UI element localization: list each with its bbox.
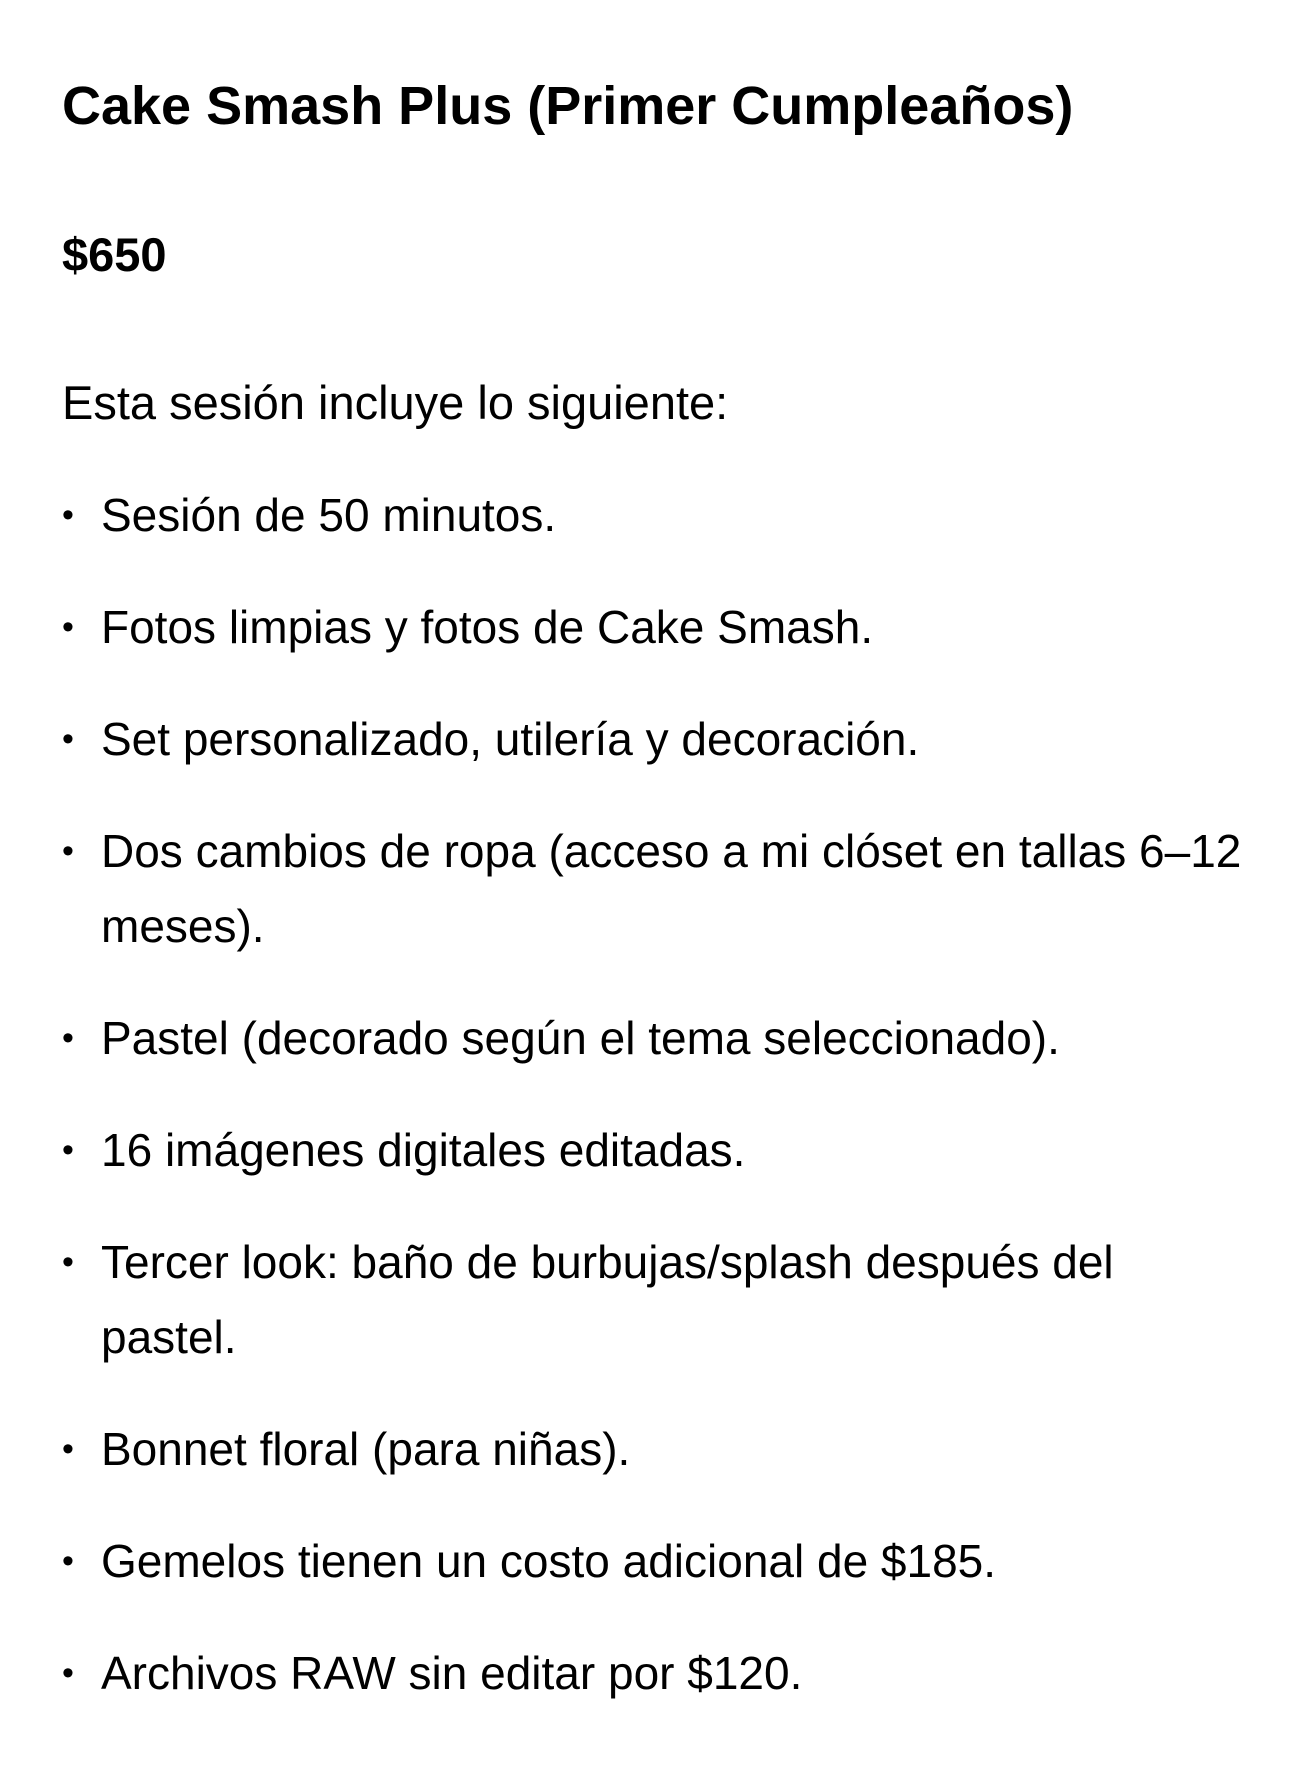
list-item-text: Bonnet floral (para niñas). bbox=[101, 1423, 631, 1475]
list-item bbox=[62, 814, 1242, 964]
list-item-text: Gemelos tienen un costo adicional de $185. bbox=[101, 1535, 997, 1587]
bullet-icon: • bbox=[62, 496, 74, 534]
list-item bbox=[62, 590, 1242, 665]
list-item bbox=[62, 1001, 1242, 1076]
list-item bbox=[62, 702, 1242, 777]
list-item bbox=[62, 1225, 1242, 1375]
list-item bbox=[62, 1113, 1242, 1188]
list-item-text: Archivos RAW sin editar por $120. bbox=[101, 1647, 803, 1699]
bullet-icon: • bbox=[62, 720, 74, 758]
list-item-text: Fotos limpias y fotos de Cake Smash. bbox=[101, 601, 874, 653]
list-item-text: Tercer look: baño de burbujas/splash después del pastel. bbox=[101, 1236, 1114, 1363]
bullet-icon: • bbox=[62, 1131, 74, 1169]
list-item bbox=[62, 1636, 1242, 1711]
package-title: Cake Smash Plus (Primer Cumpleaños) bbox=[62, 76, 1074, 136]
list-item bbox=[62, 478, 1242, 553]
list-item-text: Pastel (decorado según el tema seleccionado). bbox=[101, 1012, 1060, 1064]
bullet-icon: • bbox=[62, 1654, 74, 1692]
session-intro: Esta sesión incluye lo siguiente: bbox=[62, 376, 729, 429]
included-items-list bbox=[62, 478, 1242, 1748]
bullet-icon: • bbox=[62, 832, 74, 870]
bullet-icon: • bbox=[62, 608, 74, 646]
list-item-text: 16 imágenes digitales editadas. bbox=[101, 1124, 746, 1176]
list-item-text: Sesión de 50 minutos. bbox=[101, 489, 557, 541]
bullet-icon: • bbox=[62, 1019, 74, 1057]
bullet-icon: • bbox=[62, 1430, 74, 1468]
bullet-icon: • bbox=[62, 1243, 74, 1281]
list-item-text: Set personalizado, utilería y decoración. bbox=[101, 713, 920, 765]
package-price: $650 bbox=[62, 228, 167, 281]
list-item-text: Dos cambios de ropa (acceso a mi clóset en tallas 6–12 meses). bbox=[101, 825, 1242, 952]
list-item bbox=[62, 1524, 1242, 1599]
bullet-icon: • bbox=[62, 1542, 74, 1580]
list-item bbox=[62, 1412, 1242, 1487]
